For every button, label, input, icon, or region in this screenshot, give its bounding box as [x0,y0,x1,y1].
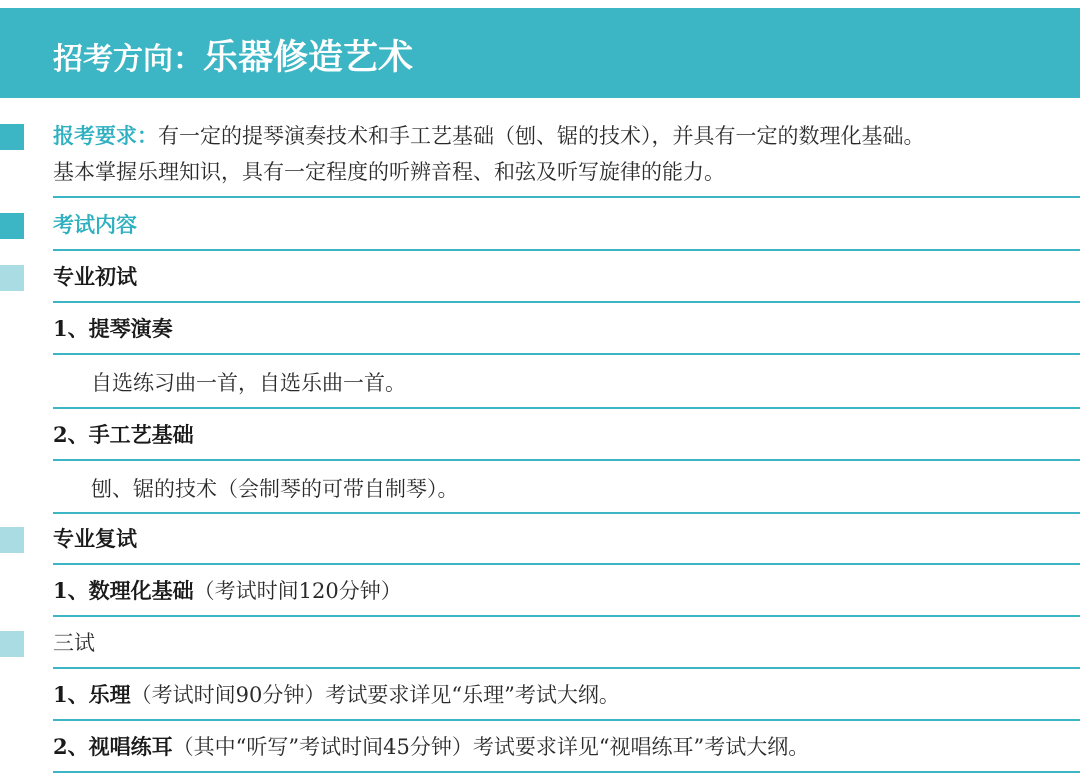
retest-heading: 专业复试 [53,526,137,551]
third-item-2-note: （其中“听写”考试时间45分钟）考试要求详见“视唱练耳”考试大纲。 [172,735,810,759]
prelim-item-2-title: 2、手工艺基础 [53,422,194,447]
requirements-label: 报考要求： [53,123,158,148]
exam-content-heading: 考试内容 [53,212,137,237]
section-marker [0,527,24,553]
divider [53,719,1080,721]
section-marker [0,213,24,239]
title-main: 乐器修造艺术 [203,37,414,78]
divider [53,512,1080,514]
divider [53,353,1080,355]
section-marker [0,631,24,657]
third-item-1 [53,680,1080,710]
divider [53,249,1080,251]
divider [53,196,1080,198]
divider [53,563,1080,565]
divider [53,667,1080,669]
prelim-item-1-title: 1、提琴演奏 [53,316,173,341]
retest-item-1 [53,576,1080,606]
prelim-heading: 专业初试 [53,264,137,289]
third-item-1-note: （考试时间90分钟）考试要求详见“乐理”考试大纲。 [130,683,620,707]
divider [53,771,1080,773]
header-banner [0,8,1080,98]
third-item-2-title: 2、视唱练耳 [53,734,173,759]
divider [53,459,1080,461]
title-prefix: 招考方向： [53,42,203,77]
divider [53,301,1080,303]
third-item-1-title: 1、乐理 [53,682,131,707]
third-item-2 [53,732,1080,762]
retest-item-1-title: 1、数理化基础 [53,578,194,603]
section-marker [0,124,24,150]
requirements-line-1 [53,121,1080,151]
requirements-line-2: 基本掌握乐理知识，具有一定程度的听辨音程、和弦及听写旋律的能力。 [53,160,725,184]
requirements-text-1: 有一定的提琴演奏技术和手工艺基础（刨、锯的技术），并具有一定的数理化基础。 [158,124,925,148]
page-title [53,30,413,80]
retest-item-1-note: （考试时间120分钟） [193,579,402,603]
divider [53,407,1080,409]
divider [53,615,1080,617]
section-marker [0,265,24,291]
prelim-item-1-desc: 自选练习曲一首，自选乐曲一首。 [91,371,406,395]
third-heading: 三试 [53,631,95,655]
prelim-item-2-desc: 刨、锯的技术（会制琴的可带自制琴）。 [91,477,459,501]
